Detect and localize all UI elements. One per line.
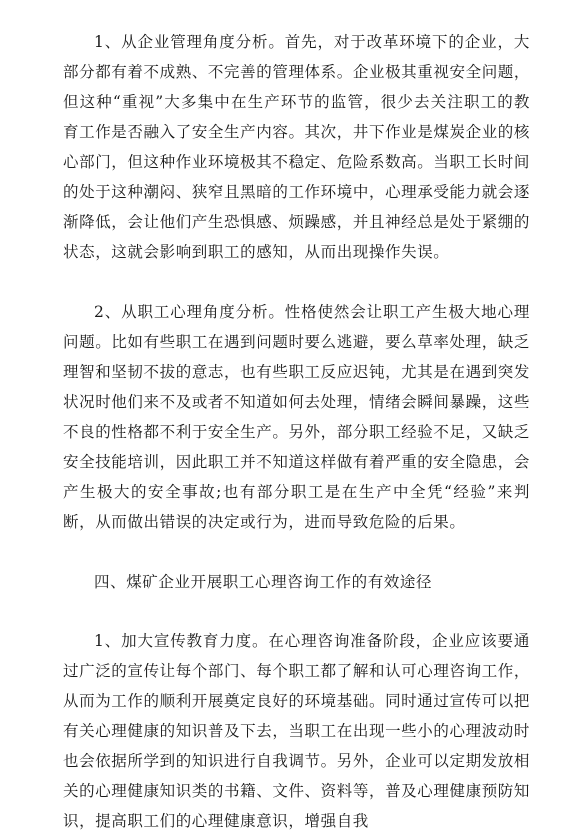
paragraph-enterprise-management: 1、从企业管理角度分析。首先，对于改革环境下的企业，大部分都有着不成熟、不完善的管理体系。企业极其重视安全问题，但这种“重视”大多集中在生产环节的监管，很少去关注职工的教育工作是否融入了安全生产内容。其次，井下作业是煤炭企业的核心部门，但这种作业环境极其不稳定、危险系数高。当职工长时间的处于这种潮闷、狭窄且黑暗的工作环境中，心理承受能力就会逐渐降低，会让他们产生恐惧感、烦躁感，并且神经总是处于紧绷的状态，这就会影响到职工的感知，从而出现操作失误。 xyxy=(63,33,530,261)
paragraph-spacer xyxy=(63,537,530,567)
paragraph-publicity-education: 1、加大宣传教育力度。在心理咨询准备阶段，企业应该要通过广泛的宣传让每个部门、每个职工都了解和认可心理咨询工作，从而为工作的顺利开展奠定良好的环境基础。同时通过宣传可以把有关心理健康的知识普及下去，当职工在出现一些小的心理波动时也会依据所学到的知识进行自我调节。另外，企业可以定期发放相关的心理健康知识类的书籍、文件、资料等，普及心理健康预防知识，提高职工们的心理健康意识，增强自我 xyxy=(63,632,530,830)
paragraph-spacer xyxy=(63,597,530,626)
section-heading: 四、煤矿企业开展职工心理咨询工作的有效途径 xyxy=(94,573,433,591)
paragraph-spacer xyxy=(63,267,530,297)
paragraph-employee-psychology: 2、从职工心理角度分析。性格使然会让职工产生极大地心理问题。比如有些职工在遇到问题时要么逃避，要么草率处理，缺乏理智和坚韧不拔的意志，也有些职工反应迟钝，尤其是在遇到突发状况时他们来不及或者不知道如何去处理，情绪会瞬间暴躁，这些不良的性格都不利于安全生产。另外，部分职工经验不足，又缺乏安全技能培训，因此职工并不知道这样做有着严重的安全隐患，会产生极大的安全事故;也有部分职工是在生产中全凭“经验”来判断，从而做出错误的决定或行为，进而导致危险的后果。 xyxy=(63,303,530,531)
